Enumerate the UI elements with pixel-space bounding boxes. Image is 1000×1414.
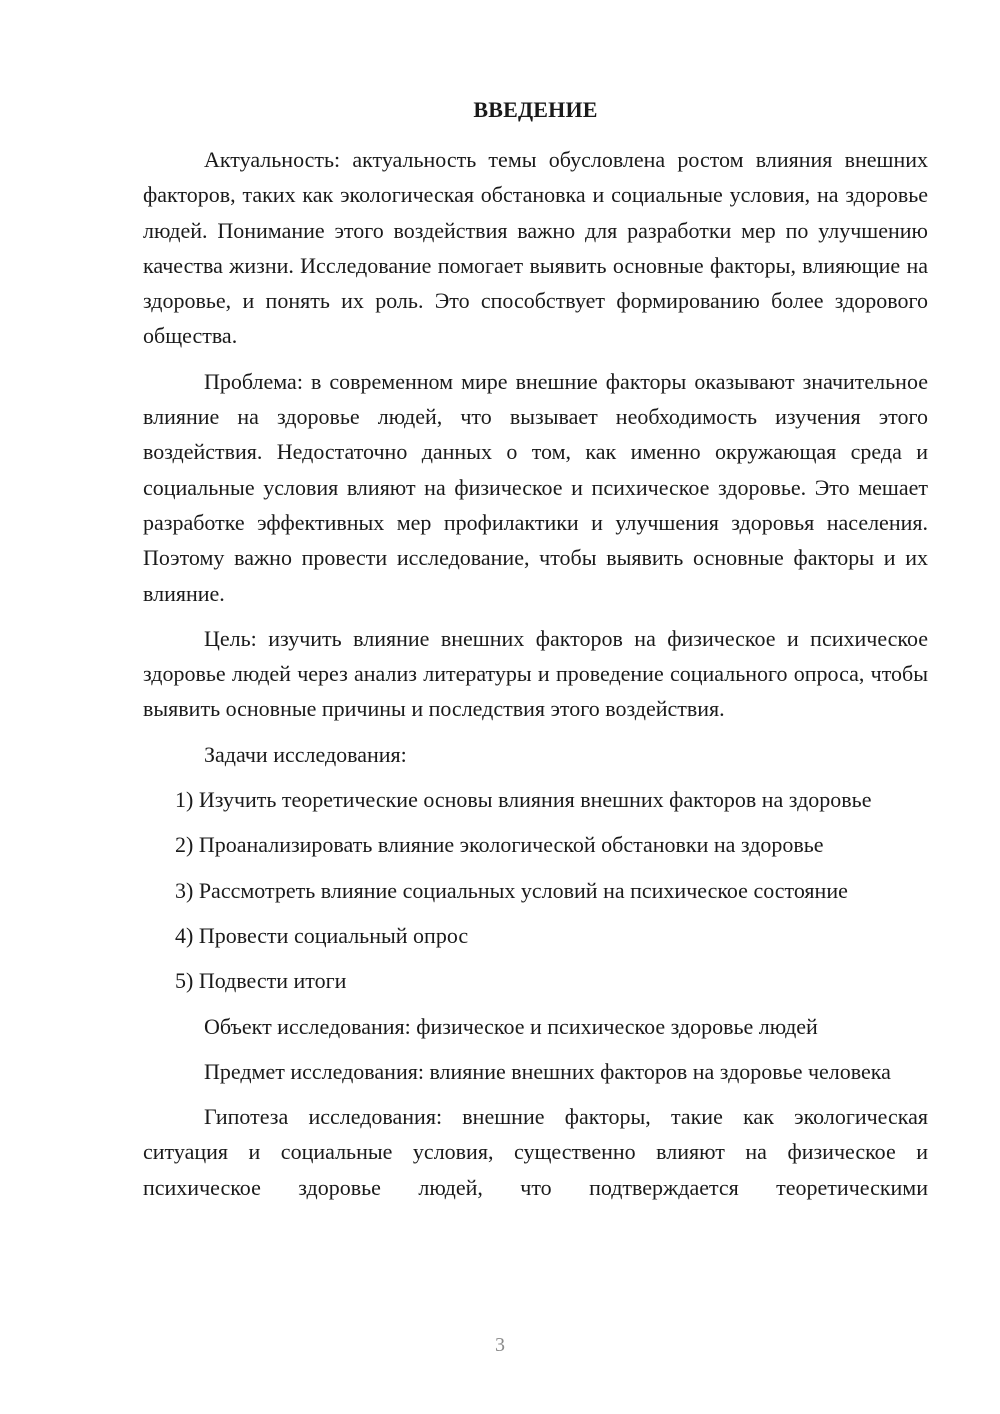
- paragraph-relevance: Актуальность: актуальность темы обусловлена ростом влияния внешних факторов, таких как экологическая обстановка и социальные условия, на здоровье людей. Понимание этого воздействия важно для разработки мер по улучшению качества жизни. Исследование помогает выявить основные факторы, влияющие на здоровье, и понять их роль. Это способствует формированию более здорового общества.: [143, 147, 928, 349]
- paragraph-goal: Цель: изучить влияние внешних факторов на физическое и психическое здоровье людей через анализ литературы и проведение социального опроса, чтобы выявить основные причины и последствия этого воздействия.: [143, 625, 928, 722]
- document-page: [143, 92, 928, 1205]
- paragraph-object: Объект исследования: физическое и психическое здоровье людей: [204, 1013, 818, 1039]
- list-item: 3) Рассмотреть влияние социальных условий на психическое состояние: [175, 877, 848, 903]
- list-item: 4) Провести социальный опрос: [175, 922, 469, 948]
- list-item: 2) Проанализировать влияние экологической обстановки на здоровье: [175, 832, 824, 858]
- tasks-heading: Задачи исследования:: [204, 741, 407, 767]
- paragraph-problem: Проблема: в современном мире внешние факторы оказывают значительное влияние на здоровье людей, что вызывает необходимость изучения этого воздействия. Недостаточно данных о том, как именно окружающая среда и социальные условия влияют на физическое и психическое здоровье. Это мешает разработке эффективных мер профилактики и улучшения здоровья населения. Поэтому важно провести исследование, чтобы выявить основные факторы и их влияние.: [143, 368, 928, 606]
- section-title: ВВЕДЕНИЕ: [473, 97, 598, 122]
- page-number: 3: [495, 1334, 505, 1356]
- paragraph-hypothesis: Гипотеза исследования: внешние факторы, такие как экологическая ситуация и социальные условия, существенно влияют на физическое и психическое здоровье людей, что подтверждается теоретическими: [143, 1104, 928, 1200]
- tasks-list: [143, 782, 928, 998]
- list-item: 5) Подвести итоги: [175, 968, 347, 994]
- paragraph-subject: Предмет исследования: влияние внешних факторов на здоровье человека: [204, 1058, 891, 1084]
- list-item: 1) Изучить теоретические основы влияния внешних факторов на здоровье: [175, 787, 872, 813]
